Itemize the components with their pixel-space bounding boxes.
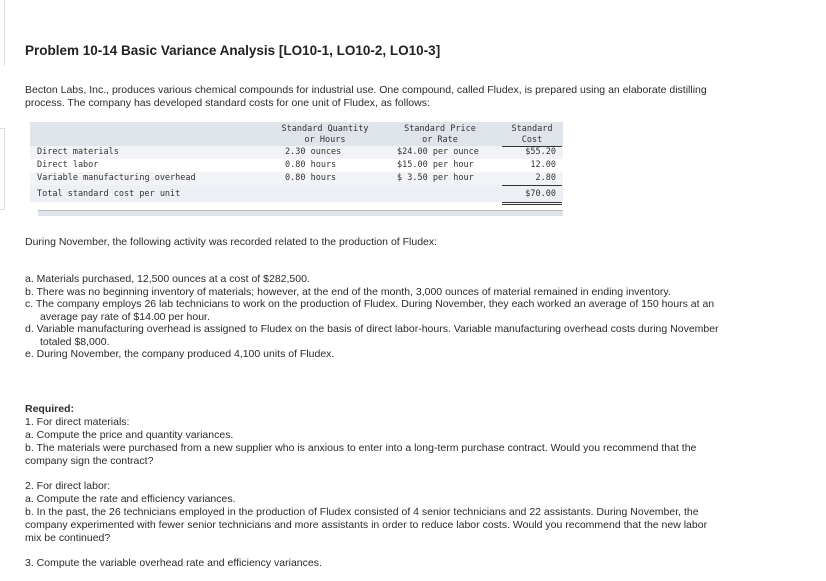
total-double-underline <box>502 204 562 205</box>
total-double-underline <box>502 202 562 203</box>
row-quantity: 2.30 ounces <box>285 147 342 157</box>
row-cost: 12.00 <box>530 160 556 170</box>
row-price: $15.00 per hour <box>397 160 474 170</box>
header-quantity-line1: Standard Quantity <box>281 124 369 134</box>
row-cost: 2.80 <box>535 173 556 183</box>
header-quantity-line2: or Hours <box>304 135 346 145</box>
subtotal-underline <box>502 185 562 186</box>
required-line: b. In the past, the 26 technicians employed in the production of Fludex consisted of 4 senior technicians and 22 assistants. During November, the company experimented with fewer senior technicians and more assistants in order to reduce labor costs. Would you recommend that the new labor mix be continued? <box>25 506 708 544</box>
problem-title: Problem 10-14 Basic Variance Analysis [LO10-1, LO10-2, LO10-3] <box>25 43 441 58</box>
row-label: Direct labor <box>37 160 99 170</box>
header-price-line1: Standard Price <box>404 124 476 134</box>
list-item: e. During November, the company produced 4,100 units of Fludex. <box>25 348 335 360</box>
intro-paragraph: Becton Labs, Inc., produces various chemical compounds for industrial use. One compound, called Fludex, is prepared using an elaborate distilling process. The company has developed standard costs for one unit of Fludex, as follows: <box>25 84 707 109</box>
row-cost: $55.20 <box>525 147 556 157</box>
header-cost-line2: Cost <box>521 135 543 145</box>
required-section <box>25 403 725 570</box>
total-cost: $70.00 <box>525 189 556 199</box>
required-line: a. Compute the price and quantity variances. <box>25 429 234 441</box>
required-line: a. Compute the rate and efficiency variances. <box>25 493 236 505</box>
list-item: d. Variable manufacturing overhead is assigned to Fludex on the basis of direct labor-hours. Variable manufacturing overhead costs during November totaled $8,000. <box>25 323 719 348</box>
list-item: c. The company employs 26 lab technicians to work on the production of Fludex. During November, they each worked an average of 150 hours at an average pay rate of $14.00 per hour. <box>25 298 715 323</box>
list-item: b. There was no beginning inventory of materials; however, at the end of the month, 3,000 ounces of material remained in ending inventory. <box>25 285 671 298</box>
activity-intro: During November, the following activity was recorded related to the production of Fludex: <box>25 236 438 248</box>
required-line: 3. Compute the variable overhead rate and efficiency variances. <box>25 557 322 569</box>
row-price: $24.00 per ounce <box>397 147 479 157</box>
header-price-line2: or Rate <box>422 135 458 145</box>
row-quantity: 0.80 hours <box>285 160 337 170</box>
left-edge-bar <box>0 128 5 210</box>
total-label: Total standard cost per unit <box>37 189 181 199</box>
required-heading: Required: <box>25 403 75 415</box>
table-footer-bar <box>38 210 563 216</box>
row-price: $ 3.50 per hour <box>397 173 474 183</box>
left-edge-bar <box>0 0 5 66</box>
activity-list <box>25 273 730 361</box>
row-quantity: 0.80 hours <box>285 173 337 183</box>
row-label: Variable manufacturing overhead <box>37 173 196 183</box>
required-line: 1. For direct materials: <box>25 416 130 428</box>
standard-cost-table <box>30 122 563 212</box>
list-item: a. Materials purchased, 12,500 ounces at a cost of $282,500. <box>25 273 310 285</box>
required-line: 2. For direct labor: <box>25 480 111 492</box>
row-label: Direct materials <box>37 147 119 157</box>
header-cost-line1: Standard <box>511 124 553 134</box>
required-line: b. The materials were purchased from a new supplier who is anxious to enter into a long-term purchase contract. Would you recommend that the company sign the contract? <box>25 442 697 467</box>
